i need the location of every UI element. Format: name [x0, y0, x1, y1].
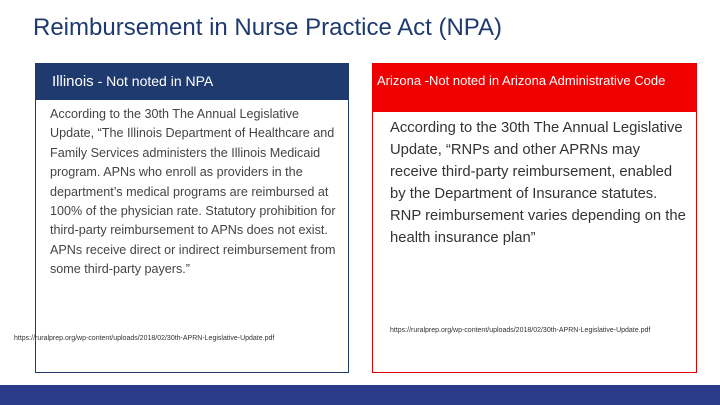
arizona-body-text: According to the 30th The Annual Legislative Update, “RNPs and other APRNs may receive third-party reimbursement, enabled by the Department of Insurance statutes. RNP reimbursement varies depending on the health insurance plan”	[390, 120, 686, 246]
illinois-reference-link[interactable]: https://ruralprep.org/wp-content/uploads/2018/02/30th-APRN-Legislative-Update.pdf	[14, 335, 275, 342]
illinois-header-state: Illinois	[52, 73, 94, 90]
illinois-header-note: - Not noted in NPA	[93, 73, 214, 89]
arizona-header: Arizona -Not noted in Arizona Administrative Code	[373, 64, 696, 112]
illinois-header	[36, 64, 348, 100]
arizona-reference-link[interactable]: https://ruralprep.org/wp-content/uploads/2018/02/30th-APRN-Legislative-Update.pdf	[390, 327, 651, 334]
illinois-body-text: According to the 30th The Annual Legislative Update, “The Illinois Department of Healthcare and Family Services administers the Illinois Medicaid program. APNs who enroll as providers in the department’s medical programs are reimbursed at 100% of the physician rate. Statutory prohibition for third-party reimbursement to APNs does not exist. APNs receive direct or indirect reimbursement from some third-party payers.”	[50, 107, 336, 277]
footer-bar	[0, 385, 720, 405]
slide-title: Reimbursement in Nurse Practice Act (NPA)	[33, 14, 503, 41]
illinois-panel	[35, 63, 349, 373]
